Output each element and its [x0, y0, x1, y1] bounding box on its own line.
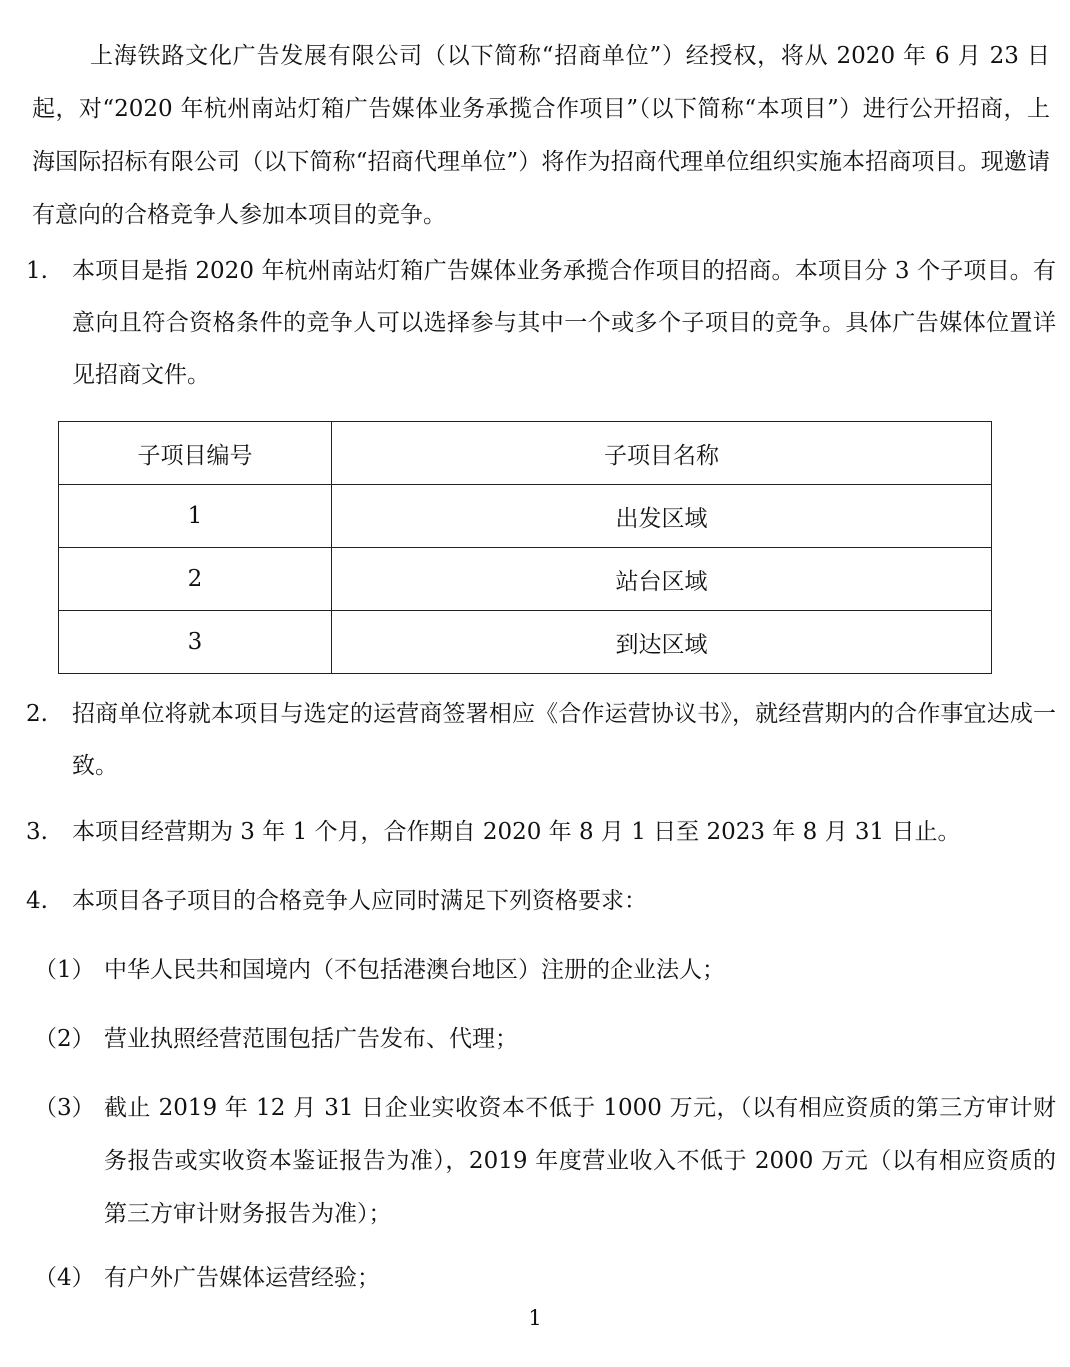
table-header-cell: 子项目编号: [59, 422, 332, 485]
list-item-1: [26, 245, 1056, 401]
intro-paragraph: 上海铁路文化广告发展有限公司（以下简称“招商单位”）经授权，将从 2020 年 6 月 23 日起，对“2020 年杭州南站灯箱广告媒体业务承揽合作项目”（以下简称“本项目”）进行公开招商，上海国际招标有限公司（以下简称“招商代理单位”）将作为招商代理单位组织实施本招商项目。现邀请有意向的合格竞争人参加本项目的竞争。: [32, 43, 1050, 228]
page-number: 1: [528, 1306, 542, 1330]
table-cell-number: 1: [59, 485, 332, 548]
requirement-4: [34, 1252, 1056, 1305]
requirement-number: （2）: [34, 1026, 95, 1052]
list-item-text: 招商单位将就本项目与选定的运营商签署相应《合作运营协议书》，就经营期内的合作事宜达成一致。: [72, 701, 1056, 779]
table-cell-name: 出发区域: [332, 485, 992, 548]
table-header-cell: 子项目名称: [332, 422, 992, 485]
table-cell-number: 3: [59, 611, 332, 674]
requirement-text: 营业执照经营范围包括广告发布、代理；: [104, 1026, 518, 1052]
list-item-number: 3.: [26, 819, 48, 845]
requirement-number: （1）: [34, 957, 95, 983]
table-header-row: [59, 422, 992, 485]
subitem-table: [58, 421, 992, 674]
requirement-text: 有户外广告媒体运营经验；: [104, 1265, 380, 1291]
table-row: [59, 611, 992, 674]
table-cell-number: 2: [59, 548, 332, 611]
requirement-number: （4）: [34, 1265, 95, 1291]
requirement-text: 截止 2019 年 12 月 31 日企业实收资本不低于 1000 万元，（以有相应资质的第三方审计财务报告或实收资本鉴证报告为准），2019 年度营业收入不低于 2000 万元（以有相应资质的第三方审计财务报告为准）；: [104, 1095, 1056, 1227]
requirement-number: （3）: [34, 1095, 95, 1121]
requirement-2: [34, 1013, 1056, 1066]
list-item-number: 4.: [26, 888, 48, 914]
table-row: [59, 548, 992, 611]
list-item-text: 本项目经营期为 3 年 1 个月，合作期自 2020 年 8 月 1 日至 2023 年 8 月 31 日止。: [72, 819, 961, 845]
requirement-1: [34, 944, 1056, 997]
requirement-3: [34, 1082, 1056, 1241]
list-item-3: [26, 806, 1056, 858]
table-cell-name: 站台区域: [332, 548, 992, 611]
list-item-2: [26, 688, 1056, 792]
requirement-text: 中华人民共和国境内（不包括港澳台地区）注册的企业法人；: [104, 957, 725, 983]
list-item-number: 1.: [26, 258, 48, 284]
table-cell-name: 到达区域: [332, 611, 992, 674]
list-item-number: 2.: [26, 701, 48, 727]
list-item-4: [26, 875, 1056, 927]
table-row: [59, 485, 992, 548]
list-item-text: 本项目各子项目的合格竞争人应同时满足下列资格要求：: [72, 888, 647, 914]
list-item-text: 本项目是指 2020 年杭州南站灯箱广告媒体业务承揽合作项目的招商。本项目分 3 个子项目。有意向且符合资格条件的竞争人可以选择参与其中一个或多个子项目的竞争。具体广告媒体位置详见招商文件。: [72, 258, 1056, 388]
